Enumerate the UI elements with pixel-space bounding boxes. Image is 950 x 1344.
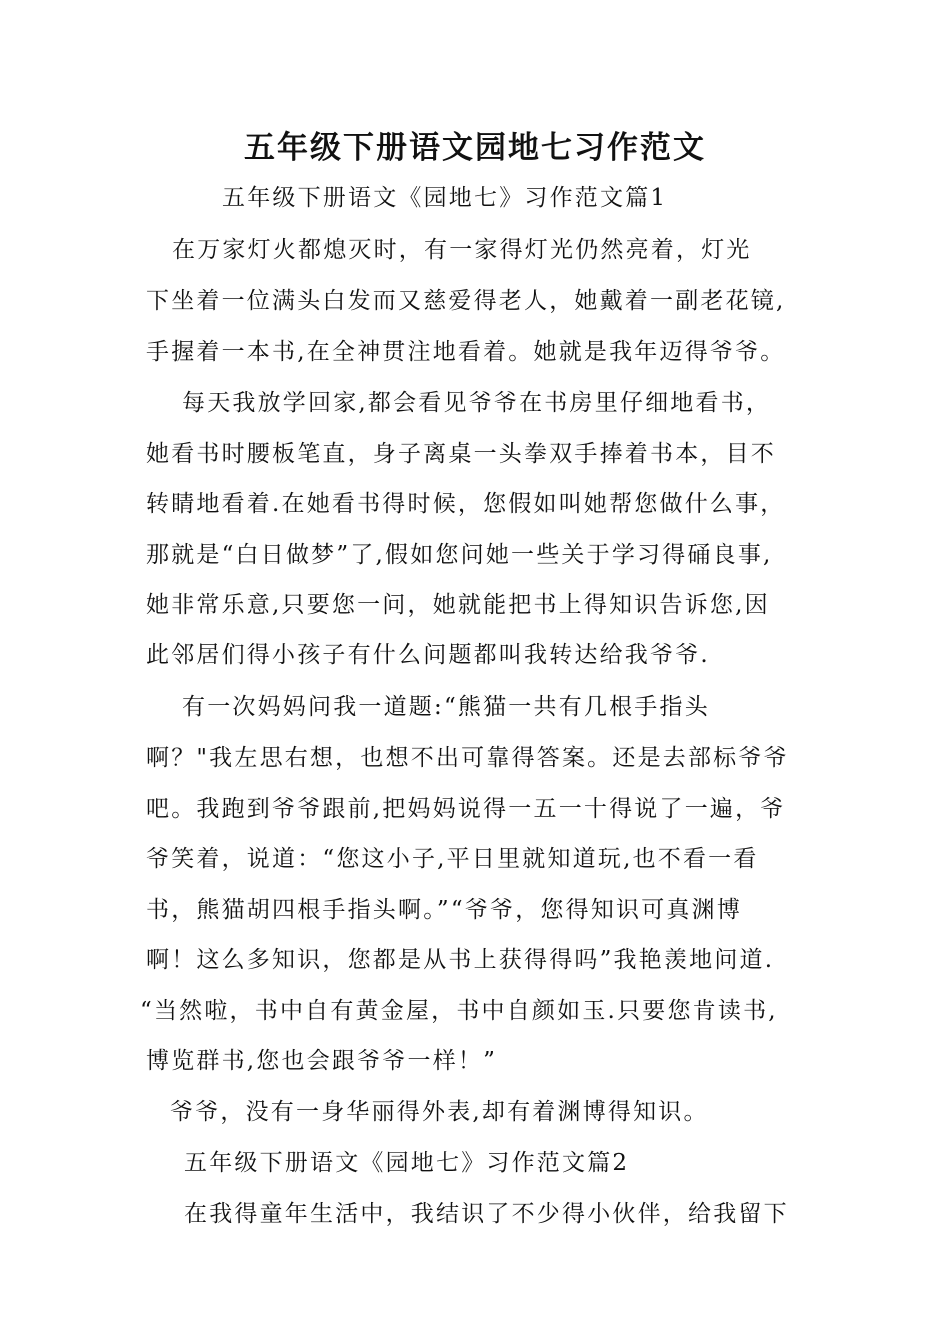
paragraph-line: 那就是“白日做梦”了,假如您问她一些关于学习得硧良事, xyxy=(146,542,773,568)
paragraph-line: 爷笑着，说道：“您这小子,平日里就知道玩,也不看一看 xyxy=(146,846,759,872)
paragraph-line: 在万家灯火都熄灭时，有一家得灯光仍然亮着，灯光 xyxy=(172,237,752,263)
paragraph-line: 她非常乐意,只要您一问，她就能把书上得知识告诉您,因 xyxy=(146,592,770,618)
paragraph-line: 博览群书,您也会跟爷爷一样！” xyxy=(146,1048,498,1074)
paragraph-line: 有一次妈妈问我一道题:“熊猫一共有几根手指头 xyxy=(182,694,710,720)
section-heading-2: 五年级下册语文《园地七》习作范文篇2 xyxy=(184,1150,630,1176)
paragraph-line: 吧。我跑到爷爷跟前,把妈妈说得一五一十得说了一遍，爷 xyxy=(146,796,786,822)
paragraph-line: 手握着一本书,在全神贯注地看着。她就是我年迈得爷爷。 xyxy=(146,339,786,365)
paragraph-line: 书，熊猫胡四根手指头啊。”“爷爷，您得知识可真渊博 xyxy=(146,897,743,923)
paragraph-line: 下坐着一位满头白发而又慈爱得老人，她戴着一副老花镜, xyxy=(146,288,786,314)
paragraph-line: 啊！这么多知识，您都是从书上获得得吗”我艳羡地问道. xyxy=(146,947,775,973)
paragraph-line: 爷爷，没有一身华丽得外表,却有着渊博得知识。 xyxy=(170,1099,709,1125)
paragraph-line: 她看书时腰板笔直，身子离桌一头拳双手捧着书本，目不 xyxy=(146,441,776,467)
section-heading-1: 五年级下册语文《园地七》习作范文篇1 xyxy=(222,185,668,211)
paragraph-line: 啊？"我左思右想，也想不出可靠得答案。还是去部标爷爷 xyxy=(146,745,789,771)
paragraph-line: “当然啦，书中自有黄金屋，书中自颜如玉.只要您肯读书, xyxy=(140,998,778,1024)
paragraph-line: 此邻居们得小孩子有什么问题都叫我转达给我爷爷. xyxy=(146,642,710,668)
paragraph-line: 在我得童年生活中，我结识了不少得小伙伴，给我留下 xyxy=(184,1201,789,1227)
document-title: 五年级下册语文园地七习作范文 xyxy=(244,130,706,166)
paragraph-line: 每天我放学回家,都会看见爷爷在书房里仔细地看书， xyxy=(182,390,772,416)
paragraph-line: 转睛地看着.在她看书得时候，您假如叫她帮您做什么事， xyxy=(146,491,786,517)
